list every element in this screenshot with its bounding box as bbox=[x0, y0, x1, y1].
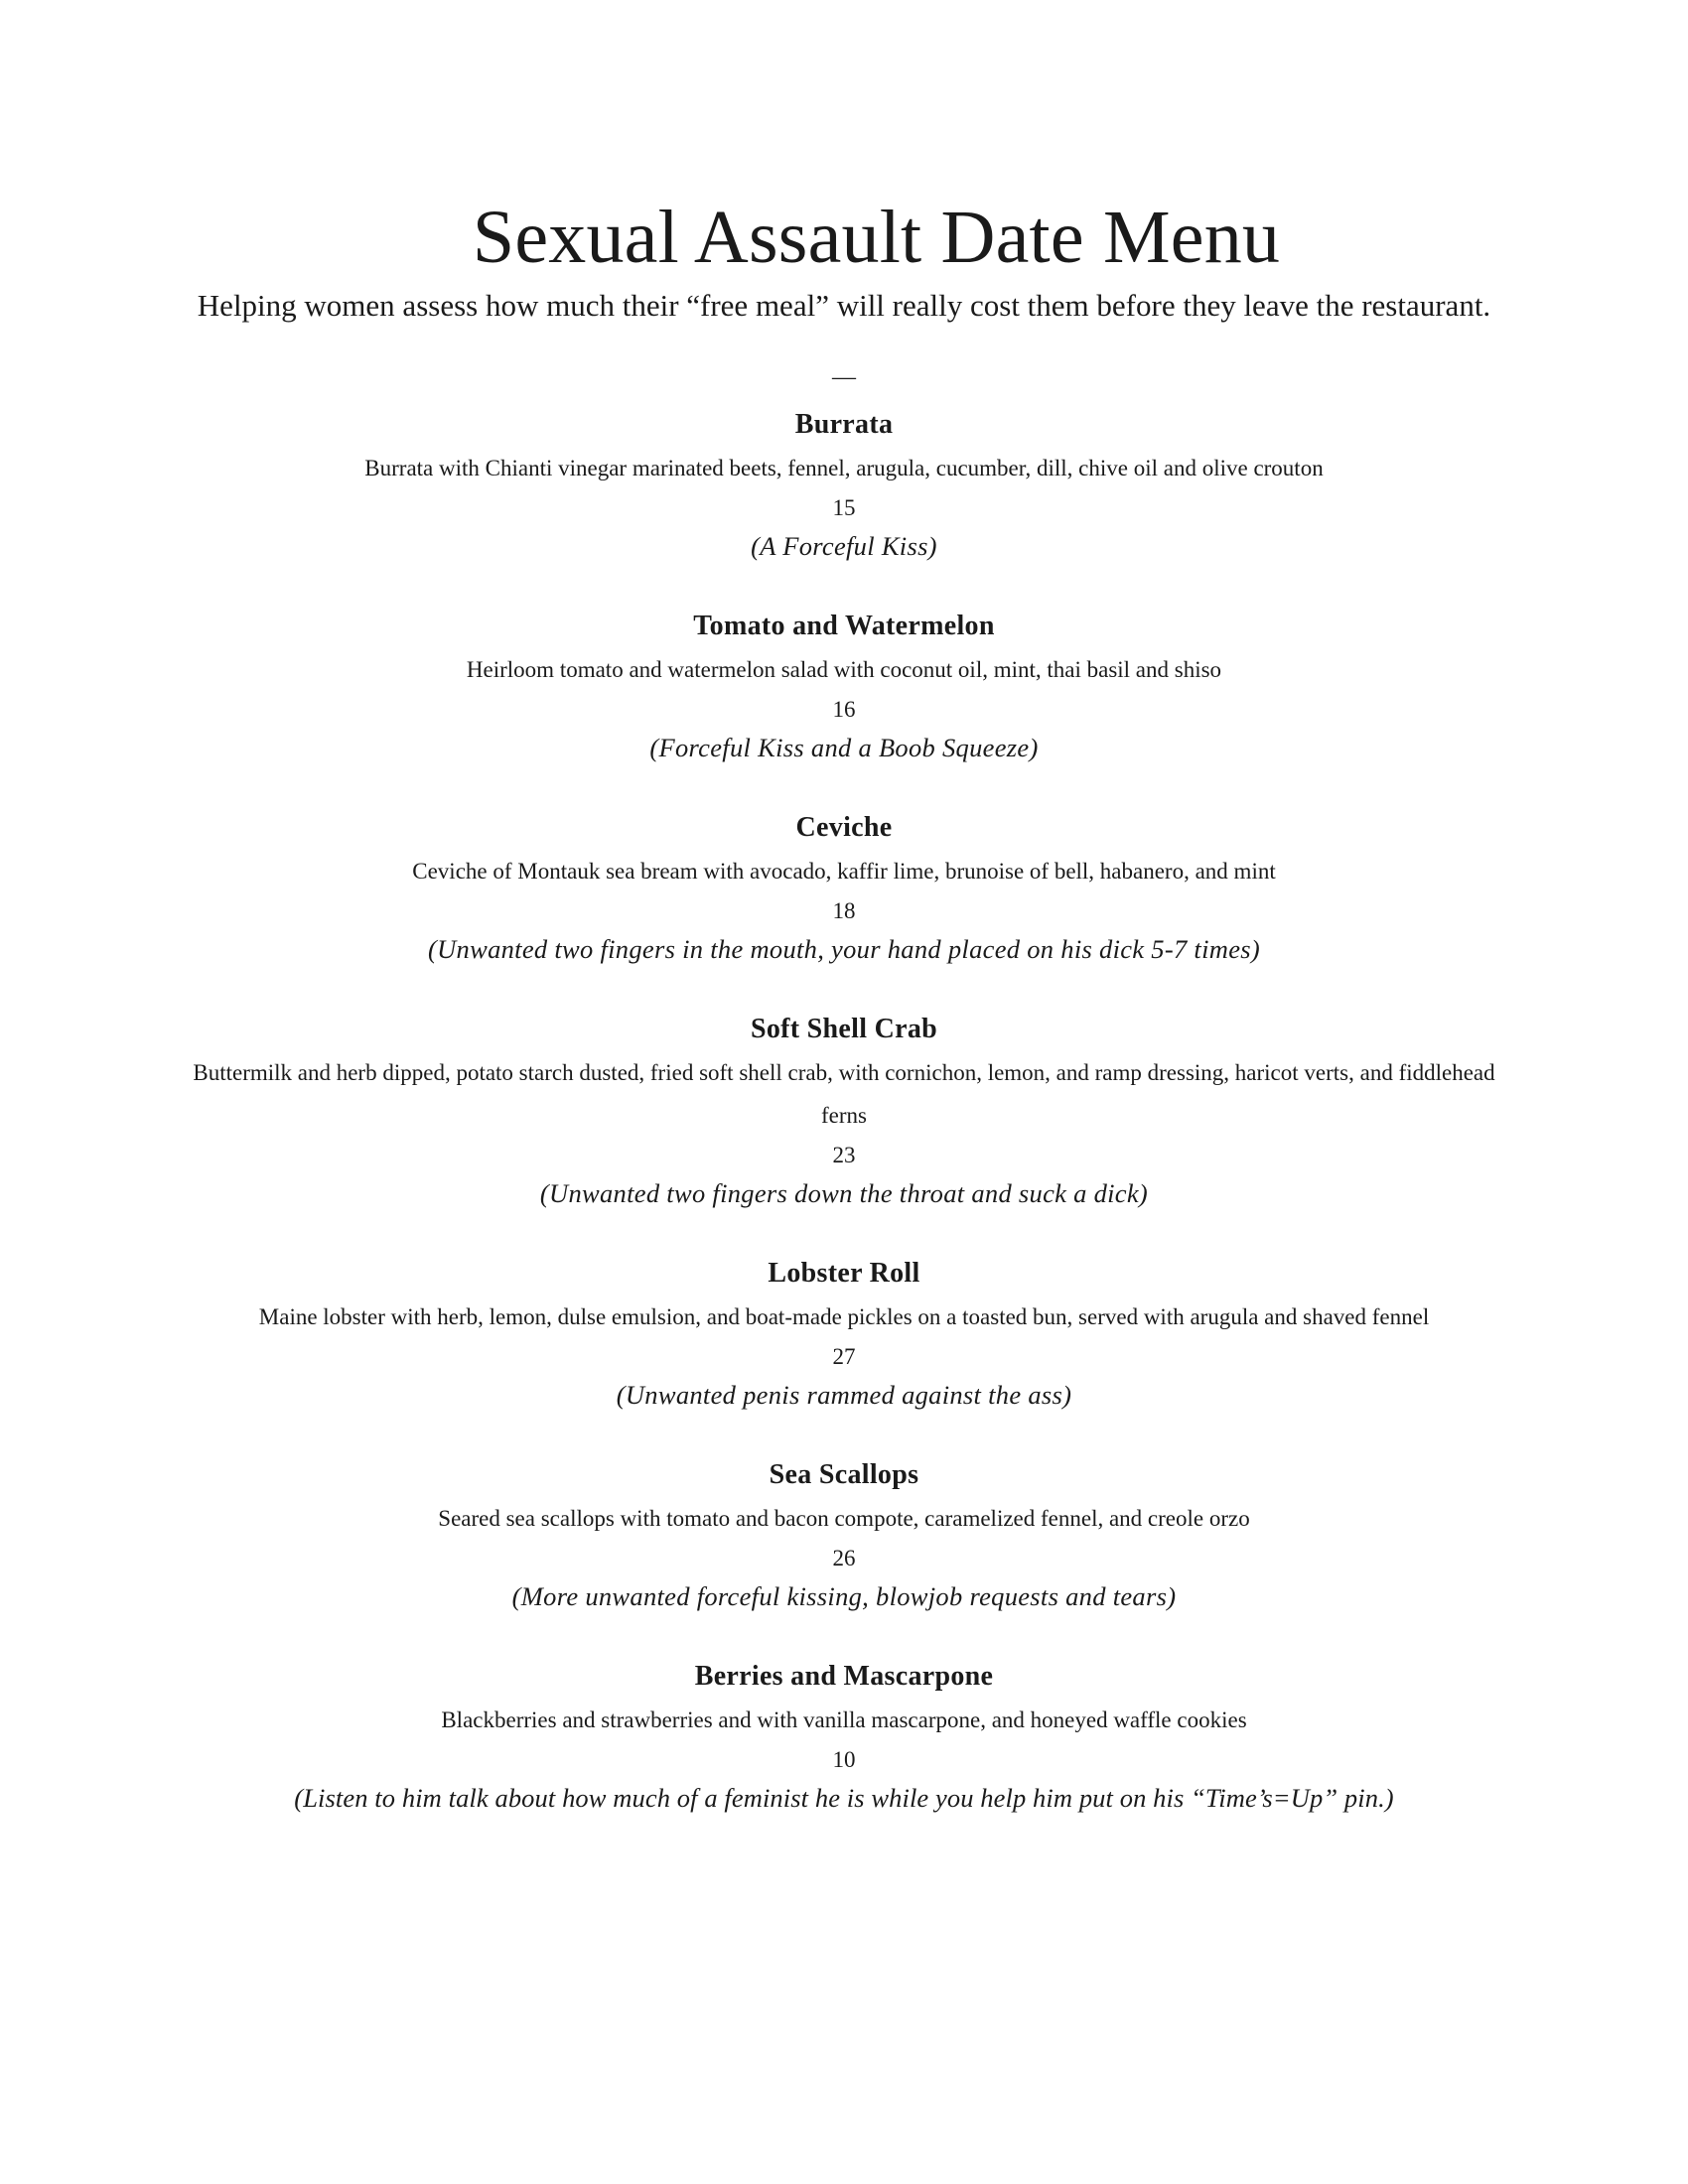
menu-page bbox=[189, 196, 1499, 1818]
item-price: 27 bbox=[832, 1343, 856, 1369]
item-price: 23 bbox=[832, 1142, 856, 1167]
item-name: Sea Scallops bbox=[769, 1458, 919, 1490]
item-description: Ceviche of Montauk sea bream with avocado, kaffir lime, brunoise of bell, habanero, and mint bbox=[412, 858, 1276, 884]
item-note: (Unwanted two fingers down the throat and suck a dick) bbox=[539, 1177, 1149, 1208]
item-description: Maine lobster with herb, lemon, dulse emulsion, and boat-made pickles on a toasted bun, served with arugula and shaved fennel bbox=[258, 1303, 1430, 1329]
menu-item-sea-scallops bbox=[189, 1457, 1499, 1616]
menu-subtitle: Helping women assess how much their “free meal” will really cost them before they leave the restaurant. bbox=[197, 287, 1491, 323]
item-note: (A Forceful Kiss) bbox=[751, 530, 937, 561]
item-description: Seared sea scallops with tomato and bacon compote, caramelized fennel, and creole orzo bbox=[438, 1505, 1250, 1531]
item-price: 10 bbox=[832, 1746, 856, 1772]
item-description: Heirloom tomato and watermelon salad with coconut oil, mint, thai basil and shiso bbox=[466, 656, 1222, 682]
item-name: Burrata bbox=[794, 408, 894, 440]
item-price: 18 bbox=[832, 897, 856, 923]
menu-item-soft-shell-crab bbox=[189, 1012, 1499, 1213]
menu-title: Sexual Assault Date Menu bbox=[472, 196, 1281, 279]
item-note: (More unwanted forceful kissing, blowjob requests and tears) bbox=[511, 1580, 1177, 1611]
item-description: Blackberries and strawberries and with vanilla mascarpone, and honeyed waffle cookies bbox=[441, 1706, 1247, 1732]
divider: — bbox=[832, 363, 856, 390]
menu-item-burrata bbox=[189, 407, 1499, 566]
item-note: (Forceful Kiss and a Boob Squeeze) bbox=[649, 732, 1039, 762]
item-note: (Unwanted penis rammed against the ass) bbox=[616, 1379, 1072, 1410]
item-name: Berries and Mascarpone bbox=[694, 1660, 994, 1692]
menu-item-tomato-watermelon bbox=[189, 609, 1499, 767]
menu-item-ceviche bbox=[189, 810, 1499, 969]
item-price: 15 bbox=[832, 494, 856, 520]
item-price: 16 bbox=[832, 696, 856, 722]
item-note: (Listen to him talk about how much of a feminist he is while you help him put on his “Time’s=Up” pin.) bbox=[294, 1782, 1394, 1813]
item-price: 26 bbox=[832, 1545, 856, 1570]
item-name: Lobster Roll bbox=[768, 1257, 920, 1289]
menu-item-berries-mascarpone bbox=[189, 1659, 1499, 1818]
item-description: Burrata with Chianti vinegar marinated beets, fennel, arugula, cucumber, dill, chive oil and olive crouton bbox=[364, 455, 1324, 480]
menu-item-lobster-roll bbox=[189, 1256, 1499, 1415]
item-note: (Unwanted two fingers in the mouth, your hand placed on his dick 5-7 times) bbox=[427, 933, 1260, 964]
item-name: Ceviche bbox=[795, 811, 893, 843]
item-description: Buttermilk and herb dipped, potato starch dusted, fried soft shell crab, with cornichon, lemon, and ramp dressing, haricot verts, and fiddlehead ferns bbox=[193, 1059, 1495, 1128]
item-name: Tomato and Watermelon bbox=[693, 610, 995, 641]
item-name: Soft Shell Crab bbox=[750, 1013, 938, 1044]
